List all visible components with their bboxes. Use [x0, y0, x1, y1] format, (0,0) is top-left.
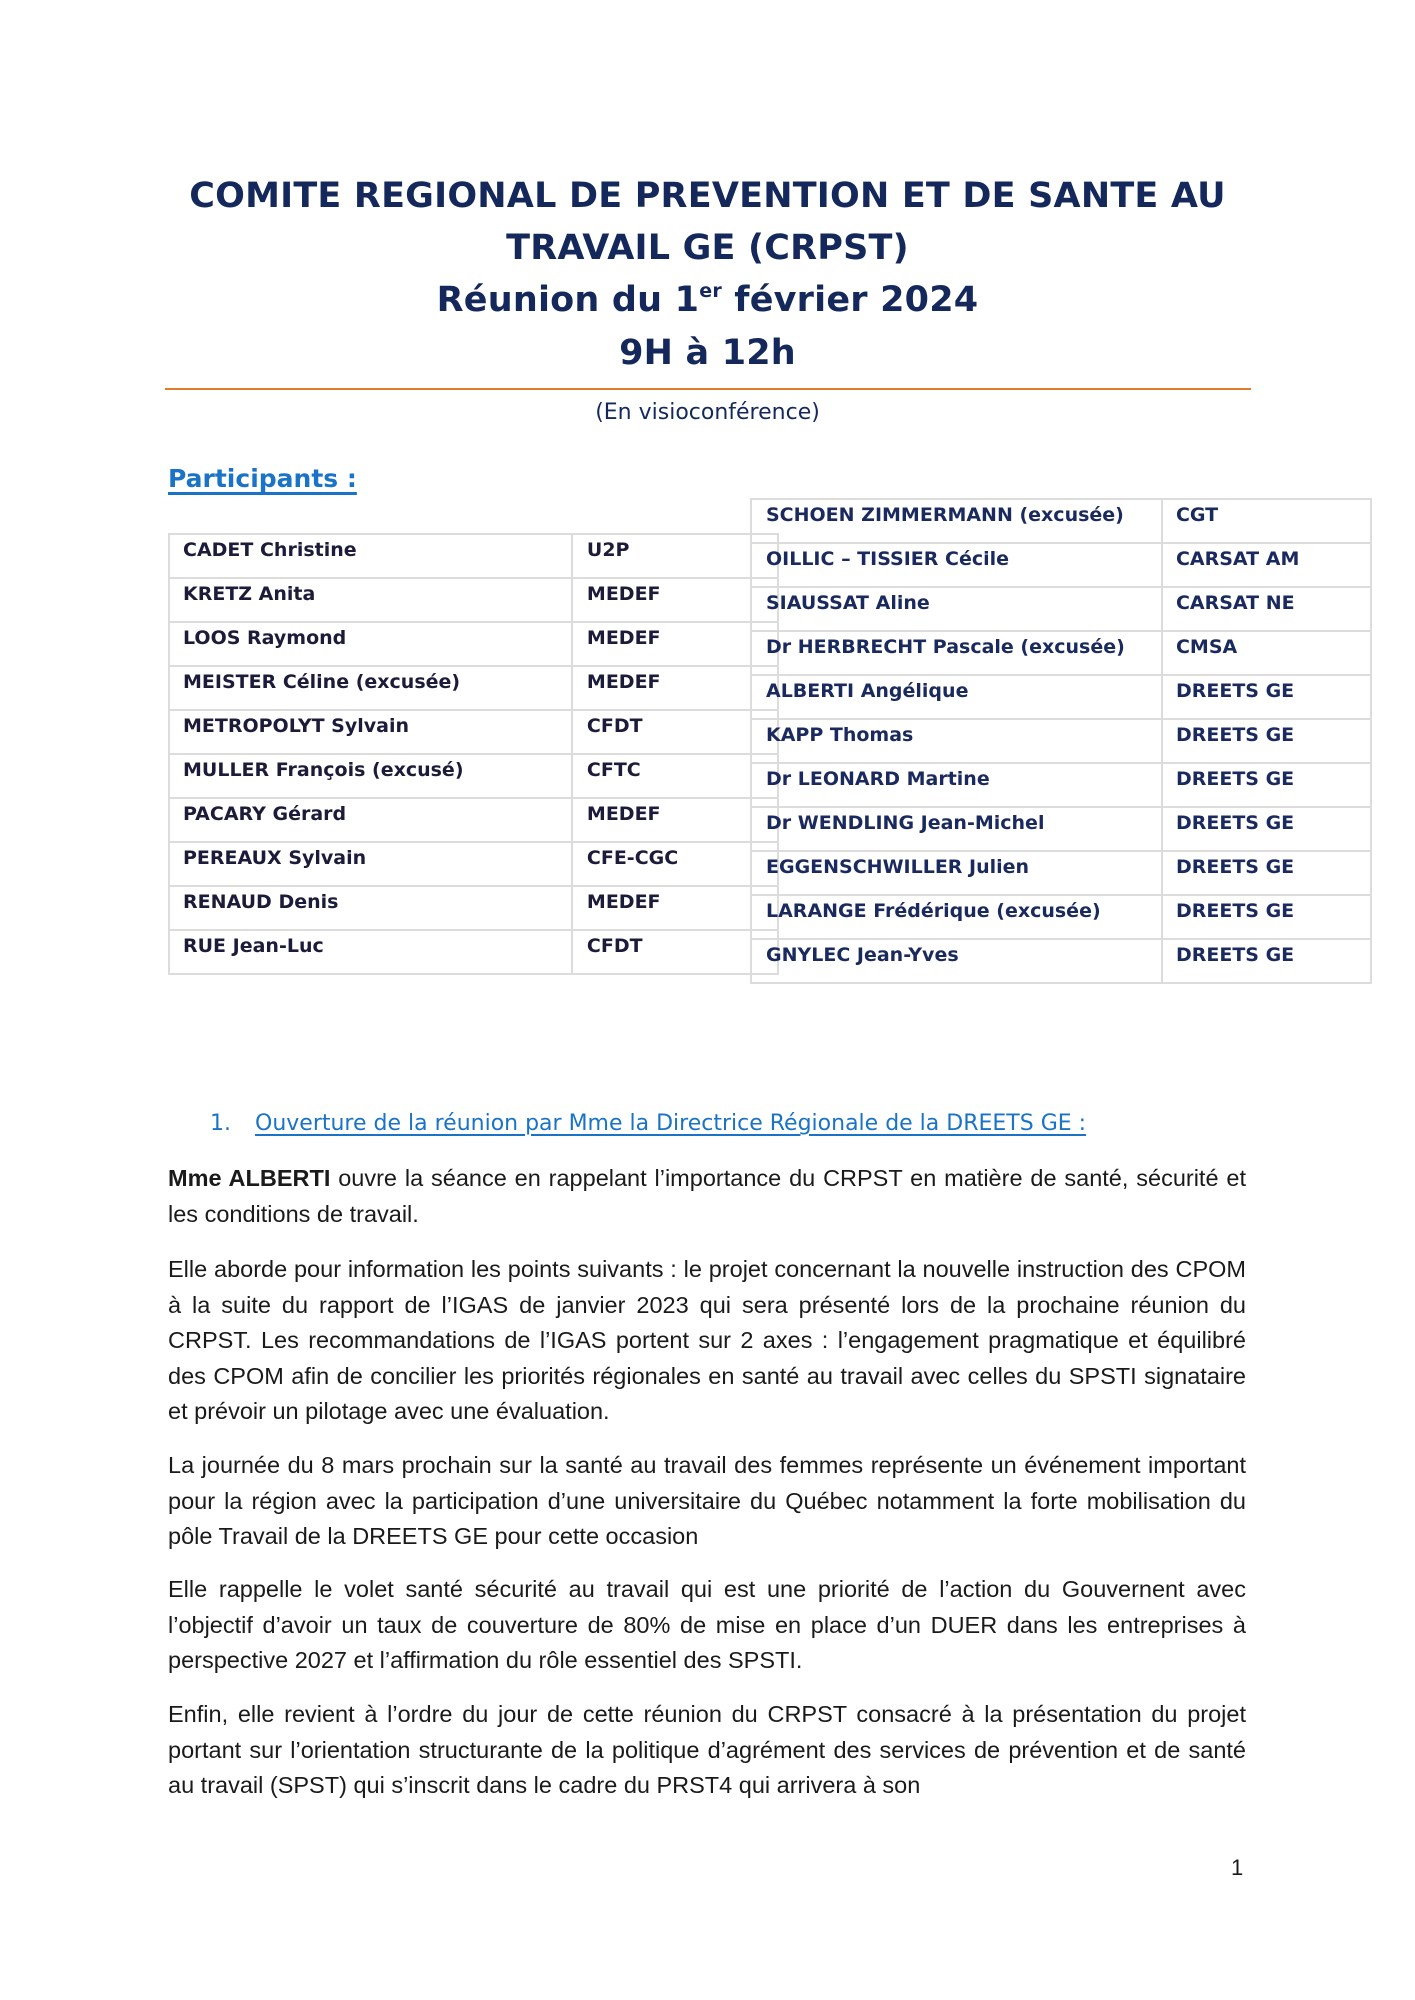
- participant-row: [751, 587, 1371, 631]
- participant-organization: CFE-CGC: [572, 842, 778, 886]
- participant-row: [751, 499, 1371, 543]
- participant-row: [751, 763, 1371, 807]
- participant-row: [169, 666, 778, 710]
- participant-organization: CFTC: [572, 754, 778, 798]
- participant-name: PACARY Gérard: [169, 798, 572, 842]
- participant-row: [751, 939, 1371, 983]
- meeting-date-suffix: février 2024: [721, 280, 979, 320]
- document-title-line-1: COMITE REGIONAL DE PREVENTION ET DE SANTE AU: [189, 176, 1226, 216]
- participant-name: Dr HERBRECHT Pascale (excusée): [751, 631, 1162, 675]
- participant-row: [751, 851, 1371, 895]
- participant-name: GNYLEC Jean-Yves: [751, 939, 1162, 983]
- participant-organization: CARSAT AM: [1162, 543, 1371, 587]
- participants-table-right: [750, 498, 1372, 984]
- participant-organization: CARSAT NE: [1162, 587, 1371, 631]
- page-number: 1: [1231, 1855, 1244, 1880]
- participant-organization: DREETS GE: [1162, 763, 1371, 807]
- meeting-format: (En visioconférence): [595, 400, 820, 425]
- participant-name: Dr LEONARD Martine: [751, 763, 1162, 807]
- participant-row: [751, 895, 1371, 939]
- participant-row: [169, 710, 778, 754]
- participant-row: [169, 930, 778, 974]
- participant-name: OILLIC – TISSIER Cécile: [751, 543, 1162, 587]
- participant-row: [751, 631, 1371, 675]
- header-divider: [165, 388, 1251, 390]
- participant-organization: DREETS GE: [1162, 939, 1371, 983]
- participant-name: EGGENSCHWILLER Julien: [751, 851, 1162, 895]
- participant-row: [751, 719, 1371, 763]
- participant-name: LARANGE Frédérique (excusée): [751, 895, 1162, 939]
- participant-name: LOOS Raymond: [169, 622, 572, 666]
- meeting-time: 9H à 12h: [619, 333, 796, 373]
- participant-row: [169, 842, 778, 886]
- participant-row: [751, 807, 1371, 851]
- section-1-heading: [210, 1111, 1086, 1136]
- participant-organization: U2P: [572, 534, 778, 578]
- speaker-name: Mme ALBERTI: [168, 1165, 331, 1191]
- participant-name: KRETZ Anita: [169, 578, 572, 622]
- participant-organization: DREETS GE: [1162, 719, 1371, 763]
- participant-organization: DREETS GE: [1162, 675, 1371, 719]
- paragraph-cpom: Elle aborde pour information les points suivants : le projet concernant la nouvelle instruction des CPOM à la suite du rapport de l’IGAS de janvier 2023 qui sera présenté lors de la prochaine réunion du CRPST. Les recommandations de l’IGAS portent sur 2 axes : l’engagement pragmatique et équilibré des CPOM afin de concilier les priorités régionales en santé au travail avec celles du SPSTI signataire et prévoir un pilotage avec une évaluation.: [168, 1256, 1246, 1424]
- participant-name: MULLER François (excusé): [169, 754, 572, 798]
- participant-row: [169, 534, 778, 578]
- participant-name: CADET Christine: [169, 534, 572, 578]
- participant-row: [169, 622, 778, 666]
- meeting-date-ordinal: er: [699, 280, 722, 302]
- participant-name: MEISTER Céline (excusée): [169, 666, 572, 710]
- participants-table-left: [168, 533, 779, 975]
- participant-name: RENAUD Denis: [169, 886, 572, 930]
- participant-name: SIAUSSAT Aline: [751, 587, 1162, 631]
- participant-row: [751, 543, 1371, 587]
- participant-row: [169, 886, 778, 930]
- section-title: Ouverture de la réunion par Mme la Directrice Régionale de la DREETS GE :: [255, 1111, 1087, 1136]
- participant-organization: MEDEF: [572, 622, 778, 666]
- section-number: 1.: [210, 1111, 231, 1136]
- participant-organization: CGT: [1162, 499, 1371, 543]
- meeting-date-prefix: Réunion du 1: [436, 280, 700, 320]
- participants-heading: Participants :: [168, 464, 357, 493]
- participant-organization: CMSA: [1162, 631, 1371, 675]
- participant-name: SCHOEN ZIMMERMANN (excusée): [751, 499, 1162, 543]
- participant-organization: DREETS GE: [1162, 807, 1371, 851]
- participant-organization: MEDEF: [572, 798, 778, 842]
- participant-organization: MEDEF: [572, 886, 778, 930]
- document-title-line-2: TRAVAIL GE (CRPST): [506, 228, 909, 268]
- participant-organization: CFDT: [572, 710, 778, 754]
- participant-row: [751, 675, 1371, 719]
- participant-row: [169, 798, 778, 842]
- participant-organization: DREETS GE: [1162, 851, 1371, 895]
- paragraph-sante-securite: Elle rappelle le volet santé sécurité au travail qui est une priorité de l’action du Gouvernent avec l’objectif d’avoir un taux de couverture de 80% de mise en place d’un DUER dans les entreprises à perspective 2027 et l’affirmation du rôle essentiel des SPSTI.: [168, 1576, 1246, 1673]
- paragraph-opening: [168, 1161, 1246, 1232]
- paragraph-8-mars: La journée du 8 mars prochain sur la santé au travail des femmes représente un événement important pour la région avec la participation d’une universitaire du Québec notamment la forte mobilisation du pôle Travail de la DREETS GE pour cette occasion: [168, 1452, 1246, 1549]
- participant-name: ALBERTI Angélique: [751, 675, 1162, 719]
- participant-organization: DREETS GE: [1162, 895, 1371, 939]
- participant-row: [169, 578, 778, 622]
- meeting-date: [140, 280, 1275, 320]
- participant-name: Dr WENDLING Jean-Michel: [751, 807, 1162, 851]
- participant-name: KAPP Thomas: [751, 719, 1162, 763]
- participant-organization: CFDT: [572, 930, 778, 974]
- participant-name: METROPOLYT Sylvain: [169, 710, 572, 754]
- paragraph-ordre-du-jour: Enfin, elle revient à l’ordre du jour de cette réunion du CRPST consacré à la présentation du projet portant sur l’orientation structurante de la politique d’agrément des services de prévention et de santé au travail (SPST) qui s’inscrit dans le cadre du PRST4 qui arrivera à son: [168, 1701, 1246, 1798]
- participant-name: PEREAUX Sylvain: [169, 842, 572, 886]
- participant-row: [169, 754, 778, 798]
- participant-name: RUE Jean-Luc: [169, 930, 572, 974]
- participant-organization: MEDEF: [572, 666, 778, 710]
- participant-organization: MEDEF: [572, 578, 778, 622]
- paragraph-opening-text: ouvre la séance en rappelant l’importance du CRPST en matière de santé, sécurité et les conditions de travail.: [168, 1165, 1246, 1227]
